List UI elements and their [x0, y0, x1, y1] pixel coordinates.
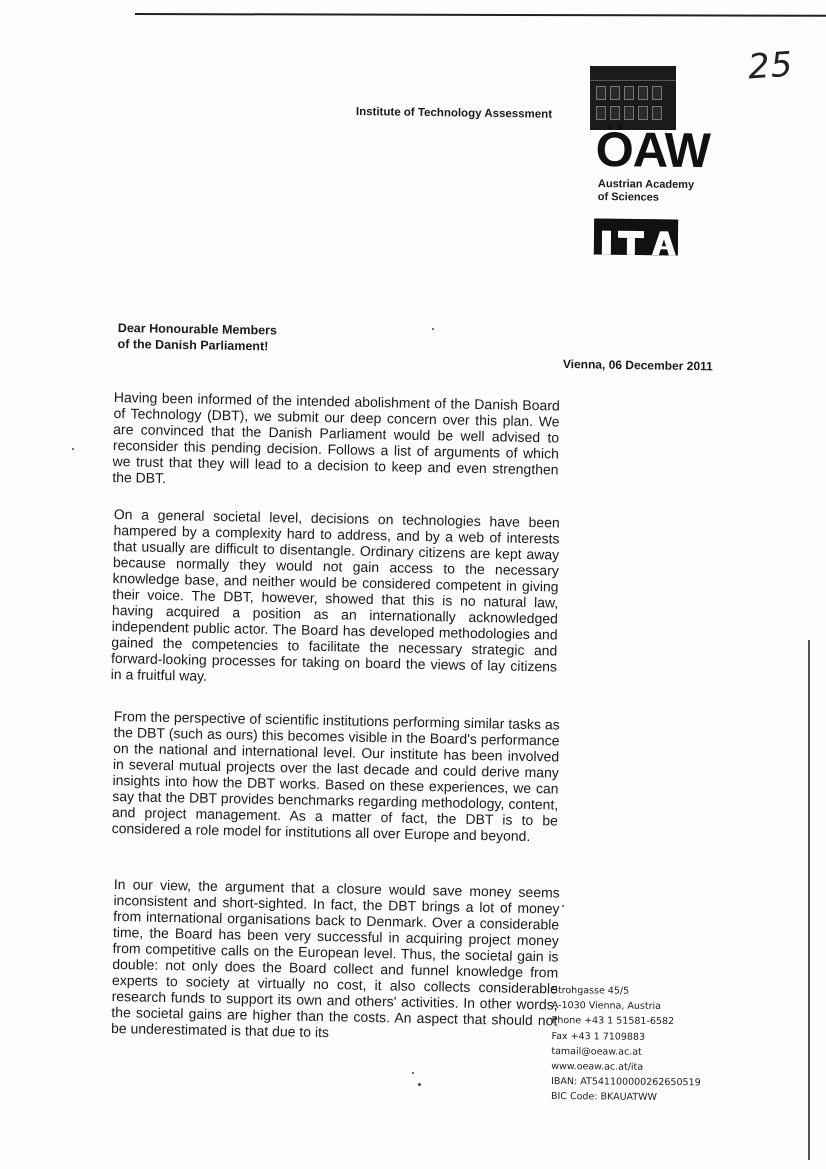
- body-paragraph: From the perspective of scientific institutions performing similar tasks as the DBT (such as ours) this becomes visible in the Board's performance on the national and international level. Our institute has been involved in several mutual projects over the last decade and could derive many insights into how the DBT works. Based on these experiences, we can say that the DBT provides benchmarks regarding methodology, content, and project management. As a matter of fact, the DBT is to be considered a role model for institutions all over Europe and beyond.: [111, 708, 560, 845]
- body-paragraph: Having been informed of the intended abolishment of the Danish Board of Technology (DBT), we submit our deep concern over this plan. We are convinced that the Danish Parliament would be well advised to reconsider this pending decision. Follows a list of arguments of which we trust that they will lead to a decision to keep and even strengthen the DBT.: [112, 389, 560, 487]
- address-line: A-1030 Vienna, Austria: [551, 1000, 662, 1013]
- top-rule: [135, 13, 826, 17]
- letter-date: Vienna, 06 December 2011: [562, 357, 713, 374]
- margin-rule: [808, 640, 810, 1160]
- scan-speck: [412, 1072, 414, 1074]
- scan-speck: [418, 1083, 421, 1086]
- salutation: [117, 320, 277, 354]
- ita-logo-mark: [594, 219, 678, 256]
- scan-speck: [432, 328, 434, 330]
- academy-building-logo: [590, 66, 676, 130]
- scan-speck: [72, 448, 74, 450]
- address-line: Phone +43 1 51581-6582: [551, 1015, 675, 1028]
- oaw-logo-text: ÖAW: [595, 122, 711, 179]
- ita-logo: [594, 219, 678, 256]
- salutation-line: Dear Honourable Members: [117, 320, 278, 338]
- address-line: Fax +43 1 7109883: [551, 1030, 646, 1043]
- address-line: tamail@oeaw.ac.at: [551, 1045, 642, 1058]
- body-paragraph: In our view, the argument that a closure would save money seems inconsistent and short-sighted. In fact, the DBT brings a lot of money from international organisations back to Denmark. Over a considerable time, the Board has been very successful in acquiring project money from competitive calls on the European level. Thus, the societal gain is double: not only does the Board collect and funnel knowledge from experts to society at virtually no cost, it also collects considerable research funds to support its own and others' activities. In other words, the societal gains are higher than the costs. An aspect that should not be underestimated is that due to its: [110, 876, 560, 1041]
- academy-line: of Sciences: [597, 190, 660, 204]
- address-line: Strohgasse 45/5: [551, 984, 630, 997]
- academy-line: Austrian Academy: [597, 178, 695, 192]
- body-paragraph: On a general societal level, decisions on technologies have been hampered by a complexity hard to address, and by a web of interests that usually are difficult to disentangle. Ordinary citizens are kept away because normally they would not gain access to the necessary knowledge base, and neither would be considered competent in giving their voice. The DBT, however, showed that this is no natural law, having acquired a position as an internationally acknowledged independent public actor. The Board has developed methodologies and gained the competencies to facilitate the necessary strategic and forward-looking processes for taking on board the views of lay citizens in a fruitful way.: [110, 506, 560, 684]
- institute-name: Institute of Technology Assessment: [355, 106, 553, 121]
- handwritten-page-number: 25: [746, 44, 795, 88]
- academy-name: [598, 178, 694, 205]
- address-line: www.oeaw.ac.at/ita: [551, 1061, 644, 1073]
- address-line: IBAN: AT541100000262650519: [551, 1076, 701, 1089]
- salutation-line: of the Danish Parliament!: [117, 336, 269, 354]
- address-line: BIC Code: BKAUATWW: [550, 1091, 657, 1104]
- institute-address: [551, 983, 702, 1106]
- scan-speck: [562, 905, 564, 907]
